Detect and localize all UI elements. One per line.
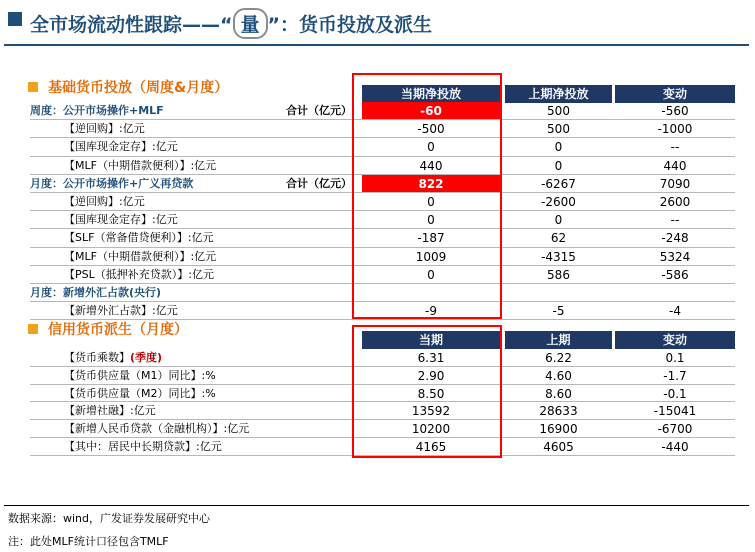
table-cell: 28633: [539, 404, 578, 419]
table-cell: 6.22: [545, 351, 572, 365]
table-cell: 440: [419, 158, 443, 173]
column-header: 变动: [615, 331, 735, 349]
table-cell: [505, 284, 612, 302]
column-header: 上期: [505, 331, 612, 349]
table-cell: 62: [550, 231, 567, 246]
table-cell: 6.31: [417, 351, 445, 365]
row-label: [64, 420, 249, 438]
row-label-text: 【货币乘数】: [64, 351, 130, 364]
table-cell: 0: [554, 140, 563, 155]
row-label: [64, 157, 216, 175]
table-cell: -5: [552, 304, 565, 319]
column-header: 当期净投放: [362, 85, 500, 103]
table-cell: -4: [669, 304, 681, 319]
table-cell: 2600: [659, 195, 691, 209]
table-cell: -6700: [657, 422, 693, 437]
footer-rule: [4, 505, 749, 506]
row-label: [64, 138, 178, 156]
row-label-text: 【新增外汇占款】:亿元: [64, 304, 178, 318]
row-label-text: 【国库现金定存】:亿元: [64, 140, 178, 154]
table-cell: -6267: [541, 176, 576, 191]
table-cell: -500: [417, 122, 445, 137]
table-cell: 440: [663, 158, 687, 173]
table-cell: -1.7: [663, 368, 687, 383]
row-total-label: 合计（亿元）: [286, 104, 352, 117]
row-label: [64, 229, 214, 247]
table-cell: 4.60: [545, 368, 572, 383]
row-label: [64, 402, 156, 420]
row-label: [64, 349, 162, 367]
table-cell: 10200: [411, 422, 451, 437]
row-label-text: 月度：公开市场操作+广义再贷款: [30, 176, 194, 190]
row-label-text: 【国库现金定存】:亿元: [64, 213, 178, 227]
row-label: [64, 367, 216, 385]
section2-title: 信用货币派生（月度）: [48, 322, 188, 338]
table-cell: -0.1: [663, 386, 687, 401]
current-period-highlight-box-1: [352, 73, 502, 319]
table-cell: -2600: [541, 195, 576, 209]
row-label-text: 【货币供应量（M2）同比】:%: [64, 386, 216, 400]
table-cell: 13592: [411, 404, 451, 419]
row-label-text: 【PSL（抵押补充贷款）】:亿元: [64, 267, 214, 281]
table-cell: -560: [661, 104, 689, 118]
row-label: [64, 438, 222, 456]
table-cell: 16900: [539, 422, 578, 437]
table-cell: -187: [417, 231, 445, 246]
column-header: 变动: [615, 85, 735, 103]
section1-marker: [28, 82, 38, 92]
table-cell: 822: [362, 175, 500, 193]
title-marker: [8, 12, 22, 26]
table-cell: -440: [661, 440, 689, 454]
table-cell: -60: [362, 102, 500, 120]
title-rule: [4, 44, 749, 46]
column-header: 当期: [362, 331, 500, 349]
table-cell: 500: [547, 104, 570, 118]
row-label: [64, 248, 216, 266]
row-label: [64, 193, 145, 211]
column-header: 上期净投放: [505, 85, 612, 103]
table-cell: -248: [661, 231, 689, 246]
table-cell: [615, 284, 735, 302]
table-cell: -9: [425, 304, 437, 319]
row-label-text: 【SLF（常备借贷便利）】:亿元: [64, 231, 214, 245]
row-label-text: 月度：新增外汇占款(央行): [30, 286, 162, 299]
row-label-text: 【其中：居民中长期贷款】:亿元: [64, 440, 222, 453]
table-cell: -1000: [657, 122, 693, 137]
table-cell: -4315: [541, 249, 576, 264]
table-cell: 0.1: [665, 351, 685, 365]
table-cell: 5324: [659, 249, 691, 264]
row-label: [30, 284, 161, 302]
table-cell: 7090: [659, 176, 691, 191]
title-part1: 全市场流动性跟踪——“: [30, 14, 233, 36]
table-cell: 0: [554, 158, 563, 173]
row-label: [64, 385, 216, 403]
row-label: [64, 211, 178, 229]
row-label: [30, 102, 164, 120]
table-cell: 0: [427, 140, 435, 155]
page-title: [30, 8, 432, 39]
row-label-text: 【货币供应量（M1）同比】:%: [64, 368, 216, 382]
table-cell: 0: [427, 195, 435, 209]
row-label-text: 【新增人民币贷款（金融机构）】:亿元: [64, 422, 250, 436]
table-cell: 0: [554, 213, 563, 228]
row-label-text: 【逆回购】:亿元: [64, 122, 145, 136]
table-cell: -586: [661, 267, 689, 282]
table-cell: 1009: [415, 249, 447, 264]
row-label-text: 【逆回购】:亿元: [64, 195, 145, 208]
current-period-highlight-box-2: [352, 325, 502, 458]
footer-note: 注：此处MLF统计口径包含TMLF: [8, 535, 169, 548]
row-total-label: 合计（亿元）: [286, 176, 352, 190]
table-cell: 4165: [415, 440, 447, 454]
row-label-text: 【MLF（中期借款便利）】:亿元: [64, 158, 217, 172]
table-cell: -15041: [653, 404, 697, 419]
row-label: [64, 266, 214, 284]
table-cell: 0: [427, 213, 435, 228]
row-label: [30, 175, 193, 193]
title-quote: 量: [233, 8, 268, 39]
footer-source: 数据来源：wind，广发证券发展研究中心: [8, 512, 211, 525]
table-cell: 4605: [543, 440, 574, 454]
table-cell: 2.90: [417, 368, 445, 383]
table-cell: 0: [427, 267, 435, 282]
row-label-text: 周度：公开市场操作+MLF: [30, 104, 164, 117]
title-part2: ”：货币投放及派生: [267, 14, 433, 36]
row-label-text: 【MLF（中期借款便利）】:亿元: [64, 249, 217, 263]
table-cell: 8.50: [417, 386, 445, 401]
row-label-text: 【新增社融】:亿元: [64, 404, 156, 418]
table-cell: 586: [547, 267, 570, 282]
table-cell: 500: [547, 122, 570, 137]
row-label: [64, 302, 178, 320]
row-label: [64, 120, 145, 138]
table-cell: 8.60: [545, 386, 572, 401]
table-cell: --: [670, 140, 680, 155]
table-cell: --: [670, 213, 680, 228]
section2-marker: [28, 324, 38, 334]
row-label-quarterly-tag: (季度): [130, 351, 163, 364]
section1-title: 基础货币投放（周度&月度）: [48, 80, 229, 96]
